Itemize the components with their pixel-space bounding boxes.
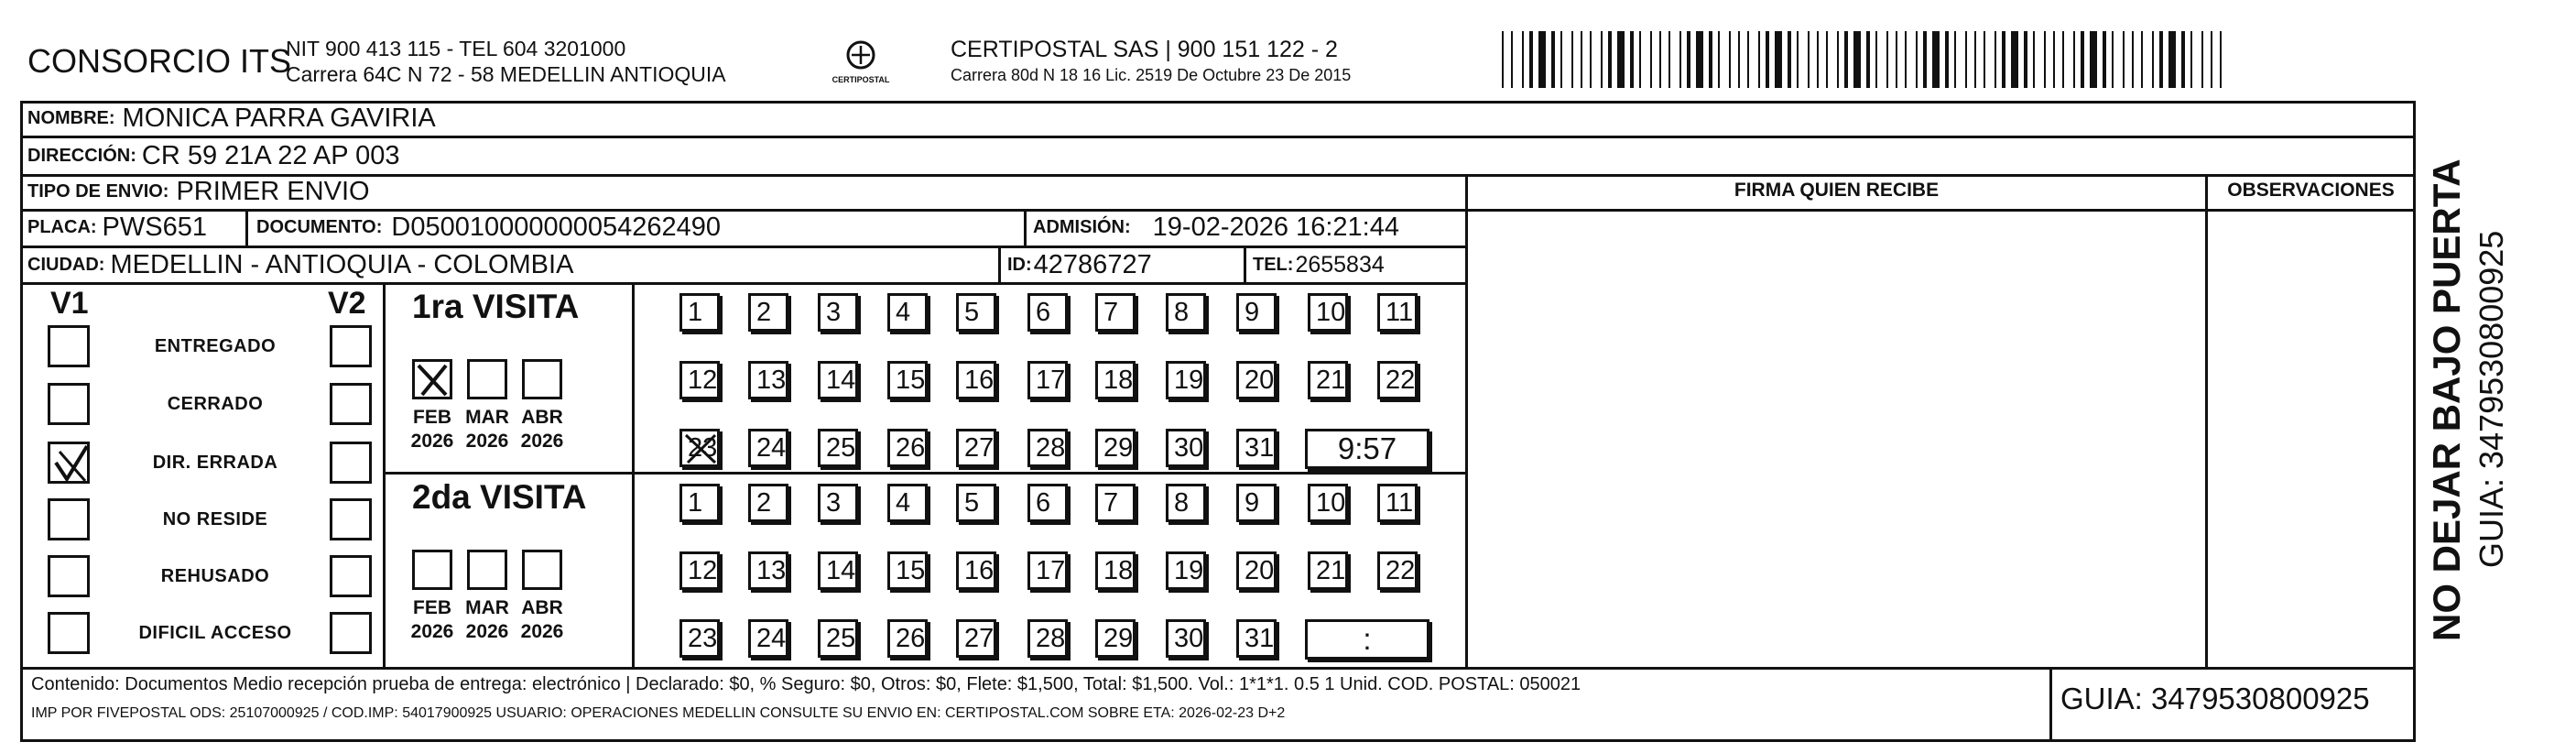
day-box[interactable]: 4 bbox=[887, 293, 928, 332]
day-box[interactable]: 17 bbox=[1027, 361, 1068, 399]
certipostal-line: CERTIPOSTAL SAS | 900 151 122 - 2 bbox=[951, 37, 1338, 62]
placa-label: PLACA: bbox=[27, 217, 97, 237]
first-visit-title: 1ra VISITA bbox=[412, 288, 580, 325]
barcode-bar bbox=[1844, 31, 1848, 88]
day-box[interactable]: 5 bbox=[956, 484, 996, 522]
barcode-bar bbox=[1954, 31, 1956, 88]
placa-row bbox=[27, 210, 207, 246]
footer-guia: GUIA: 3479530800925 bbox=[2060, 682, 2370, 715]
barcode-bar bbox=[2044, 31, 2046, 88]
barcode-bar bbox=[1945, 31, 1949, 88]
barcode-bar bbox=[2112, 31, 2114, 88]
day-box[interactable]: 26 bbox=[887, 619, 928, 658]
day-box[interactable]: 25 bbox=[818, 429, 858, 467]
tel-row bbox=[1253, 247, 1385, 282]
v1-checkbox[interactable] bbox=[48, 498, 90, 540]
day-box[interactable]: 28 bbox=[1027, 429, 1068, 467]
day-box[interactable]: 11 bbox=[1377, 484, 1418, 522]
footer-contenido: Contenido: Documentos Medio recepción prueba de entrega: electrónico | Declarado: $0, % Seguro: $0, Otros: $0, Flete: $1,500, Total: $1,500. Vol.: 1*1*1. 0.5 1 Unid. COD. POSTAL: 050021 bbox=[31, 674, 1581, 694]
nit-line: NIT 900 413 115 - TEL 604 3201000 bbox=[286, 37, 626, 60]
id-value: 42786727 bbox=[1033, 249, 1152, 279]
day-box[interactable]: 16 bbox=[956, 551, 996, 590]
x-mark-icon bbox=[415, 362, 451, 398]
day-box[interactable]: 27 bbox=[956, 429, 996, 467]
day-box[interactable]: 30 bbox=[1166, 619, 1206, 658]
barcode-bar bbox=[1639, 31, 1641, 88]
barcode-bar bbox=[2159, 31, 2163, 88]
barcode-bar bbox=[1775, 31, 1782, 88]
barcode-bar bbox=[1581, 31, 1582, 88]
barcode-bar bbox=[2181, 31, 2185, 88]
check-mark-icon bbox=[50, 444, 92, 486]
company-name: CONSORCIO ITS bbox=[27, 42, 292, 80]
barcode-bar bbox=[1608, 31, 1612, 88]
day-box[interactable]: 19 bbox=[1166, 551, 1206, 590]
v2-checkbox[interactable] bbox=[330, 383, 372, 425]
barcode-bar bbox=[2024, 31, 2027, 88]
day-box[interactable]: 11 bbox=[1377, 293, 1418, 332]
day-box[interactable]: 14 bbox=[818, 551, 858, 590]
observaciones-header: OBSERVACIONES bbox=[2227, 180, 2395, 201]
year-label: 2026 bbox=[520, 621, 564, 642]
barcode-bar bbox=[1808, 31, 1810, 88]
day-box[interactable]: 24 bbox=[748, 429, 788, 467]
barcode-bar bbox=[1905, 31, 1907, 88]
barcode-bar bbox=[1875, 31, 1877, 88]
barcode-bar bbox=[1522, 31, 1524, 88]
day-box[interactable]: 31 bbox=[1236, 619, 1277, 658]
barcode-bar bbox=[2152, 31, 2154, 88]
tipo-value: PRIMER ENVIO bbox=[176, 177, 370, 206]
barcode-bar bbox=[1571, 31, 1573, 88]
day-box[interactable]: 3 bbox=[818, 484, 858, 522]
day-box[interactable]: 3 bbox=[818, 293, 858, 332]
barcode-bar bbox=[1866, 31, 1870, 88]
v1-checkbox[interactable] bbox=[48, 383, 90, 425]
day-box[interactable]: 21 bbox=[1308, 361, 1348, 399]
v2-checkbox[interactable] bbox=[330, 498, 372, 540]
barcode-bar bbox=[2033, 31, 2035, 88]
v1-label: V1 bbox=[50, 286, 89, 321]
direccion-label: DIRECCIÓN: bbox=[27, 145, 136, 166]
day-box[interactable]: 15 bbox=[887, 361, 928, 399]
barcode-bar bbox=[1696, 31, 1703, 88]
barcode-bar bbox=[2132, 31, 2134, 88]
tipo-label: TIPO DE ENVIO: bbox=[27, 181, 169, 202]
barcode-bar bbox=[1679, 31, 1681, 88]
day-box[interactable]: 23 bbox=[679, 429, 720, 467]
company-address: Carrera 64C N 72 - 58 MEDELLIN ANTIOQUIA bbox=[286, 62, 726, 86]
day-box[interactable]: 13 bbox=[748, 551, 788, 590]
barcode-bar bbox=[2073, 31, 2075, 88]
day-box[interactable]: 31 bbox=[1236, 429, 1277, 467]
v1-checkbox[interactable] bbox=[48, 325, 90, 367]
month-label: FEB bbox=[413, 597, 451, 618]
id-row bbox=[1007, 247, 1152, 282]
day-box[interactable]: 9 bbox=[1236, 484, 1277, 522]
barcode-bar bbox=[1601, 31, 1603, 88]
day-box[interactable]: 29 bbox=[1095, 429, 1136, 467]
barcode-bar bbox=[2141, 31, 2143, 88]
day-box[interactable]: 10 bbox=[1308, 484, 1348, 522]
day-box[interactable]: 4 bbox=[887, 484, 928, 522]
month-label: MAR bbox=[465, 407, 509, 428]
year-label: 2026 bbox=[410, 431, 454, 452]
v1-checkbox[interactable] bbox=[48, 612, 90, 654]
direccion-value: CR 59 21A 22 AP 003 bbox=[141, 140, 400, 170]
day-box[interactable]: 23 bbox=[679, 619, 720, 658]
day-box[interactable]: 7 bbox=[1095, 293, 1136, 332]
month-checkbox[interactable] bbox=[412, 550, 452, 590]
day-box[interactable]: 27 bbox=[956, 619, 996, 658]
day-box[interactable]: 2 bbox=[748, 293, 788, 332]
day-box[interactable]: 12 bbox=[679, 551, 720, 590]
barcode-bar bbox=[1853, 31, 1861, 88]
barcode-bar bbox=[1502, 31, 1504, 88]
footer-imp: IMP POR FIVEPOSTAL ODS: 25107000925 / COD.IMP: 54017900925 USUARIO: OPERACIONES MEDELLIN CONSULTE SU ENVIO EN: CERTIPOSTAL.COM SOBRE ETA: 2026-02-23 D+2 bbox=[31, 705, 1286, 721]
day-box[interactable]: 1 bbox=[679, 484, 720, 522]
day-box[interactable]: 21 bbox=[1308, 551, 1348, 590]
barcode-bar bbox=[1932, 31, 1940, 88]
month-checkbox[interactable] bbox=[522, 550, 562, 590]
ciudad-row bbox=[27, 247, 573, 282]
day-box[interactable]: 2 bbox=[748, 484, 788, 522]
year-label: 2026 bbox=[520, 431, 564, 452]
day-box[interactable]: 26 bbox=[887, 429, 928, 467]
tipo-row bbox=[27, 175, 370, 209]
month-label: MAR bbox=[465, 597, 509, 618]
barcode-bar bbox=[1529, 31, 1533, 88]
day-box[interactable]: 6 bbox=[1027, 484, 1068, 522]
month-checkbox[interactable] bbox=[522, 359, 562, 399]
tel-label: TEL: bbox=[1253, 254, 1294, 275]
barcode-bar bbox=[2123, 31, 2125, 88]
barcode-bar bbox=[1916, 31, 1918, 88]
year-label: 2026 bbox=[465, 621, 509, 642]
barcode-bar bbox=[1650, 31, 1652, 88]
day-box[interactable]: 8 bbox=[1166, 293, 1206, 332]
ciudad-label: CIUDAD: bbox=[27, 254, 105, 275]
barcode-bar bbox=[1718, 31, 1720, 88]
v2-checkbox[interactable] bbox=[330, 325, 372, 367]
year-label: 2026 bbox=[410, 621, 454, 642]
day-box[interactable]: 18 bbox=[1095, 551, 1136, 590]
barcode-bar bbox=[2011, 31, 2018, 88]
barcode-bar bbox=[1984, 31, 1985, 88]
nombre-row bbox=[27, 101, 436, 136]
documento-label: DOCUMENTO: bbox=[256, 217, 383, 237]
barcode-bar bbox=[1590, 31, 1592, 88]
day-box[interactable]: 1 bbox=[679, 293, 720, 332]
barcode-bar bbox=[1747, 31, 1749, 88]
day-box[interactable]: 16 bbox=[956, 361, 996, 399]
day-box[interactable]: 19 bbox=[1166, 361, 1206, 399]
v2-checkbox[interactable] bbox=[330, 555, 372, 597]
day-box[interactable]: 9 bbox=[1236, 293, 1277, 332]
first-visit-time-box[interactable]: 9:57 bbox=[1305, 429, 1429, 469]
day-box[interactable]: 20 bbox=[1236, 551, 1277, 590]
nombre-value: MONICA PARRA GAVIRIA bbox=[122, 103, 436, 133]
day-box[interactable]: 12 bbox=[679, 361, 720, 399]
month-checkbox[interactable] bbox=[412, 359, 452, 399]
day-box[interactable]: 10 bbox=[1308, 293, 1348, 332]
barcode-bar bbox=[1974, 31, 1976, 88]
second-visit-time-box[interactable]: : bbox=[1305, 619, 1429, 660]
barcode-bar bbox=[2090, 31, 2097, 88]
barcode-bar bbox=[2168, 31, 2176, 88]
day-box[interactable]: 22 bbox=[1377, 551, 1418, 590]
barcode-bar bbox=[1826, 31, 1828, 88]
month-label: ABR bbox=[521, 407, 563, 428]
nombre-label: NOMBRE: bbox=[27, 107, 115, 128]
barcode-bar bbox=[1709, 31, 1712, 88]
v2-label: V2 bbox=[328, 286, 366, 321]
barcode-bar bbox=[1659, 31, 1661, 88]
barcode-bar bbox=[1817, 31, 1819, 88]
barcode-bar bbox=[1766, 31, 1769, 88]
barcode-bar bbox=[1994, 31, 1996, 88]
logo-caption: CERTIPOSTAL bbox=[831, 75, 890, 84]
status-label: ENTREGADO bbox=[154, 336, 277, 356]
barcode-bar bbox=[1837, 31, 1839, 88]
day-box[interactable]: 18 bbox=[1095, 361, 1136, 399]
barcode-bar bbox=[2190, 31, 2192, 88]
barcode-bar bbox=[1617, 31, 1625, 88]
status-label: DIFICIL ACCESO bbox=[138, 623, 292, 643]
documento-row bbox=[256, 210, 721, 246]
barcode-bar bbox=[2002, 31, 2005, 88]
v1-checkbox[interactable] bbox=[48, 555, 90, 597]
month-label: FEB bbox=[413, 407, 451, 428]
barcode-bar bbox=[2062, 31, 2064, 88]
placa-value: PWS651 bbox=[102, 213, 207, 242]
day-box[interactable]: 8 bbox=[1166, 484, 1206, 522]
tel-value: 2655834 bbox=[1295, 251, 1385, 278]
day-box[interactable]: 5 bbox=[956, 293, 996, 332]
day-box[interactable]: 30 bbox=[1166, 429, 1206, 467]
barcode-bar bbox=[2081, 31, 2084, 88]
id-label: ID: bbox=[1007, 254, 1032, 275]
direccion-row bbox=[27, 137, 400, 174]
barcode-bar bbox=[1896, 31, 1897, 88]
barcode-bar bbox=[1758, 31, 1760, 88]
status-label: REHUSADO bbox=[160, 566, 270, 586]
barcode-bar bbox=[2220, 31, 2222, 88]
status-label: CERRADO bbox=[167, 394, 264, 414]
day-box[interactable]: 28 bbox=[1027, 619, 1068, 658]
barcode-bar bbox=[1788, 31, 1791, 88]
status-label: NO RESIDE bbox=[162, 509, 268, 529]
day-box[interactable]: 25 bbox=[818, 619, 858, 658]
month-checkbox[interactable] bbox=[467, 550, 507, 590]
barcode-bar bbox=[2211, 31, 2212, 88]
barcode-bar bbox=[1551, 31, 1555, 88]
v1-checkbox[interactable] bbox=[48, 442, 90, 484]
barcode-bar bbox=[1738, 31, 1740, 88]
day-box[interactable]: 20 bbox=[1236, 361, 1277, 399]
barcode-bar bbox=[1687, 31, 1690, 88]
barcode-bar bbox=[2053, 31, 2055, 88]
side-warning: NO DEJAR BAJO PUERTA bbox=[2425, 158, 2468, 641]
barcode bbox=[1502, 31, 2234, 88]
barcode-bar bbox=[1630, 31, 1634, 88]
v2-checkbox[interactable] bbox=[330, 612, 372, 654]
barcode-bar bbox=[2103, 31, 2106, 88]
admision-value: 19-02-2026 16:21:44 bbox=[1152, 213, 1399, 242]
day-box[interactable]: 29 bbox=[1095, 619, 1136, 658]
second-visit-title: 2da VISITA bbox=[412, 478, 587, 516]
certipostal-address: Carrera 80d N 18 16 Lic. 2519 De Octubre 23 De 2015 bbox=[951, 66, 1352, 84]
admision-label: ADMISIÓN: bbox=[1033, 217, 1131, 237]
barcode-bar bbox=[1560, 31, 1562, 88]
barcode-bar bbox=[1668, 31, 1670, 88]
year-label: 2026 bbox=[465, 431, 509, 452]
day-box[interactable]: 13 bbox=[748, 361, 788, 399]
day-box[interactable]: 15 bbox=[887, 551, 928, 590]
documento-value: D050010000000054262490 bbox=[391, 213, 722, 242]
barcode-bar bbox=[1511, 31, 1513, 88]
barcode-bar bbox=[1886, 31, 1888, 88]
day-box[interactable]: 17 bbox=[1027, 551, 1068, 590]
barcode-bar bbox=[1797, 31, 1799, 88]
barcode-bar bbox=[1729, 31, 1731, 88]
barcode-bar bbox=[2201, 31, 2203, 88]
day-box[interactable]: 14 bbox=[818, 361, 858, 399]
day-box[interactable]: 22 bbox=[1377, 361, 1418, 399]
side-guia: GUIA: 3479530800925 bbox=[2473, 230, 2510, 568]
status-label: DIR. ERRADA bbox=[152, 453, 278, 473]
barcode-bar bbox=[1965, 31, 1967, 88]
day-box[interactable]: 24 bbox=[748, 619, 788, 658]
barcode-bar bbox=[1923, 31, 1927, 88]
day-box[interactable]: 7 bbox=[1095, 484, 1136, 522]
firma-header: FIRMA QUIEN RECIBE bbox=[1734, 180, 1940, 201]
admision-row bbox=[1033, 210, 1399, 246]
month-checkbox[interactable] bbox=[467, 359, 507, 399]
day-box[interactable]: 6 bbox=[1027, 293, 1068, 332]
barcode-bar bbox=[1538, 31, 1546, 88]
v2-checkbox[interactable] bbox=[330, 442, 372, 484]
month-label: ABR bbox=[521, 597, 563, 618]
ciudad-value: MEDELLIN - ANTIOQUIA - COLOMBIA bbox=[110, 249, 574, 279]
